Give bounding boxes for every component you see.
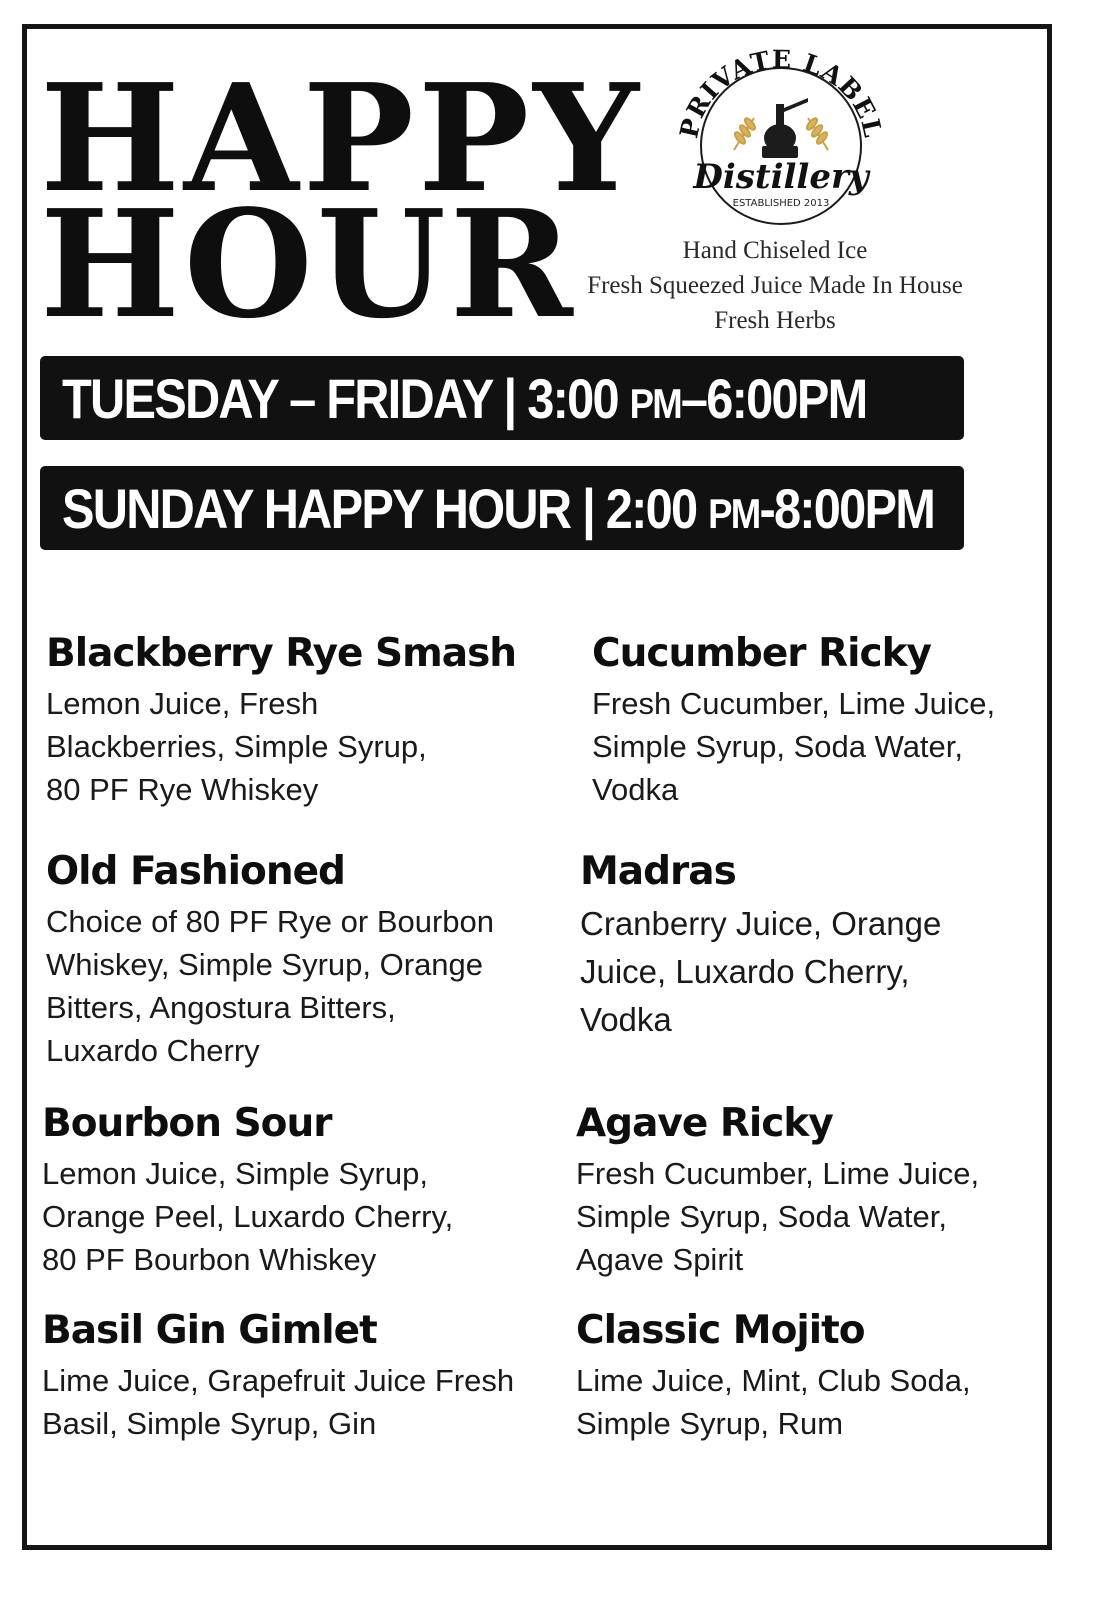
drink-description xyxy=(592,682,995,811)
hours-weekday-days: TUESDAY – FRIDAY | 3:00 xyxy=(62,366,630,430)
drink-line: Choice of 80 PF Rye or Bourbon xyxy=(46,903,495,939)
drink-line: 80 PF Bourbon Whiskey xyxy=(42,1241,377,1277)
drink-line: Lime Juice, Mint, Club Soda, xyxy=(576,1362,971,1398)
drink-line: Simple Syrup, Soda Water, xyxy=(592,728,964,764)
title-happy: HAPPY xyxy=(40,51,643,225)
drink-line: Whiskey, Simple Syrup, Orange xyxy=(46,946,484,982)
hours-bar-sunday xyxy=(40,466,964,550)
hours-weekday-suffix: PM xyxy=(629,379,681,427)
drink-description xyxy=(576,1359,971,1445)
logo-arc-text: PRIVATE LABEL xyxy=(676,44,886,141)
drink-line: Juice, Luxardo Cherry, xyxy=(580,952,910,990)
taglines xyxy=(540,233,1010,338)
drink-agave-ricky xyxy=(576,1103,979,1281)
drink-line: 80 PF Rye Whiskey xyxy=(46,771,319,807)
drink-description xyxy=(46,900,494,1072)
drink-description xyxy=(42,1152,453,1281)
drink-line: Simple Syrup, Rum xyxy=(576,1405,844,1441)
drink-line: Vodka xyxy=(580,1000,672,1038)
logo-script-text: Distillery xyxy=(693,157,869,197)
drink-name: Bourbon Sour xyxy=(42,1101,332,1146)
drink-basil-gin-gimlet xyxy=(42,1310,514,1445)
drink-line: Simple Syrup, Soda Water, xyxy=(576,1198,948,1234)
drink-description xyxy=(46,682,516,811)
drink-madras xyxy=(580,851,941,1044)
drink-bourbon-sour xyxy=(42,1103,453,1281)
tagline-ice: Hand Chiseled Ice xyxy=(682,237,868,264)
drink-description xyxy=(576,1152,979,1281)
drink-name: Classic Mojito xyxy=(576,1308,865,1353)
tagline-juice: Fresh Squeezed Juice Made In House xyxy=(587,272,963,299)
drink-blackberry-rye-smash xyxy=(46,633,516,811)
drink-line: Fresh Cucumber, Lime Juice, xyxy=(592,685,996,721)
hours-sunday-suffix: PM xyxy=(708,489,760,537)
tagline-herbs: Fresh Herbs xyxy=(714,307,836,334)
drink-line: Luxardo Cherry xyxy=(46,1032,260,1068)
hours-bar-weekday xyxy=(40,356,964,440)
drink-name: Cucumber Ricky xyxy=(592,631,931,676)
drink-description xyxy=(42,1359,514,1445)
hours-weekday-text xyxy=(62,366,866,431)
drink-line: Basil, Simple Syrup, Gin xyxy=(42,1405,377,1441)
hours-weekday-end: –6:00PM xyxy=(680,366,867,430)
drink-name: Blackberry Rye Smash xyxy=(46,631,517,676)
drink-line: Bitters, Angostura Bitters, xyxy=(46,989,396,1025)
drink-line: Blackberries, Simple Syrup, xyxy=(46,728,427,764)
drink-old-fashioned xyxy=(46,851,494,1072)
drink-name: Agave Ricky xyxy=(576,1101,833,1146)
drink-line: Lemon Juice, Simple Syrup, xyxy=(42,1155,428,1191)
hours-sunday-text xyxy=(62,476,934,541)
drink-line: Orange Peel, Luxardo Cherry, xyxy=(42,1198,454,1234)
drink-description xyxy=(580,900,941,1044)
distillery-still-icon xyxy=(676,42,886,232)
drink-line: Lime Juice, Grapefruit Juice Fresh xyxy=(42,1362,515,1398)
drink-cucumber-ricky xyxy=(592,633,995,811)
drink-line: Fresh Cucumber, Lime Juice, xyxy=(576,1155,980,1191)
hours-sunday-days: SUNDAY HAPPY HOUR | 2:00 xyxy=(62,476,709,540)
distillery-logo xyxy=(676,42,886,232)
drink-line: Cranberry Juice, Orange xyxy=(580,904,942,942)
drink-name: Basil Gin Gimlet xyxy=(42,1308,377,1353)
drink-line: Lemon Juice, Fresh xyxy=(46,685,319,721)
title-hour: HOUR xyxy=(40,177,577,351)
drink-classic-mojito xyxy=(576,1310,971,1445)
drink-line: Vodka xyxy=(592,771,679,807)
drink-name: Old Fashioned xyxy=(46,849,345,894)
drink-name: Madras xyxy=(580,849,736,894)
hours-sunday-end: -8:00PM xyxy=(759,476,935,540)
drink-line: Agave Spirit xyxy=(576,1241,744,1277)
logo-established-text: ESTABLISHED 2013 xyxy=(732,198,830,209)
